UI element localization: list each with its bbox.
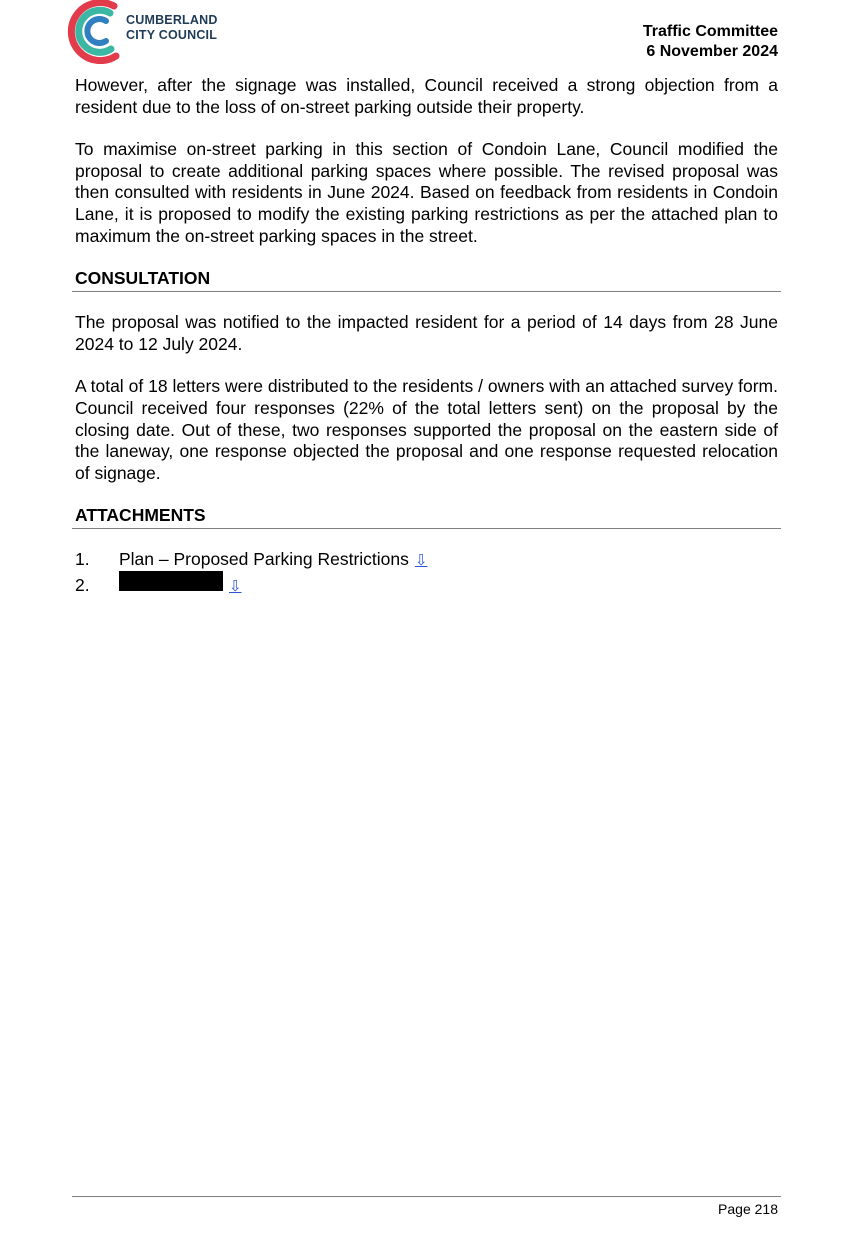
page-number: Page 218 [718,1201,778,1217]
paragraph: However, after the signage was installed, Council received a strong objection from a resident due to the loss of on-street parking outside their property. [75,75,778,117]
logo-line-1: CUMBERLAND [126,13,218,27]
download-arrow-icon[interactable]: ⇩ [229,577,242,596]
committee-name: Traffic Committee [642,23,778,40]
logo-line-2: CITY COUNCIL [126,28,218,42]
footer-divider [72,1196,781,1197]
attachments-list [75,549,778,596]
paragraph: A total of 18 letters were distributed to the residents / owners with an attached survey form. Council received four responses (22% of the total letters sent) on the proposal by the closing date. Out of these, two responses supported the proposal on the eastern side of the laneway, one response objected the proposal and one response requested relocation of signage. [75,376,778,483]
paragraph: The proposal was notified to the impacted resident for a period of 14 days from 28 June 2024 to 12 July 2024. [75,312,778,354]
document-header [643,22,778,62]
document-body [75,75,778,596]
redaction-block [119,571,223,591]
paragraph: To maximise on-street parking in this section of Condoin Lane, Council modified the proposal to create additional parking spaces where possible. The revised proposal was then consulted with residents in June 2024. Based on feedback from residents in Condoin Lane, it is proposed to modify the existing parking restrictions as per the attached plan to maximum the on-street parking spaces in the street. [75,139,778,246]
attachment-item [75,549,778,571]
logo-wordmark [126,13,218,43]
attachment-number: 2. [75,575,90,596]
attachment-number: 1. [75,549,90,570]
download-arrow-icon[interactable]: ⇩ [414,551,428,570]
attachment-title: Plan – Proposed Parking Restrictions [119,549,409,570]
section-heading-attachments: ATTACHMENTS [72,505,781,529]
section-heading-consultation: CONSULTATION [72,268,781,292]
attachment-item [75,571,778,596]
meeting-date: 6 November 2024 [646,43,778,60]
